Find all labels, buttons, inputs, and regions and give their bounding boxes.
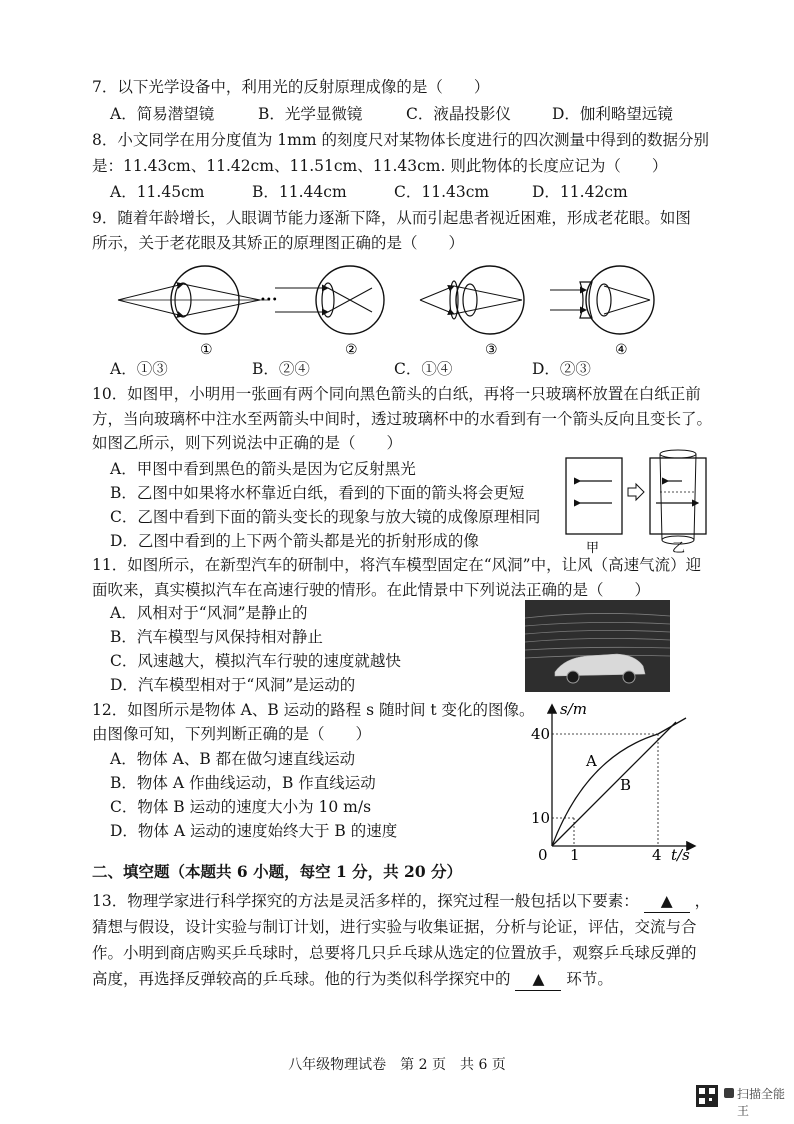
q13-line4-end: 环节。 [566,970,613,988]
q7-stem: 7．以下光学设备中，利用光的反射原理成像的是（ ） [92,78,490,96]
qr-code-icon [696,1085,718,1107]
section-2-title: 二、填空题（本题共 6 小题，每空 1 分，共 20 分） [92,862,463,881]
eye-diagram-2 [275,266,384,334]
q10-option-d: D．乙图中看到的上下两个箭头都是光的折射形成的像 [110,532,479,550]
x-tick-1: 1 [570,846,580,864]
q10-option-b: B．乙图中如果将水杯靠近白纸，看到的下面的箭头将会更短 [110,484,525,502]
q8-option-a: A．11.45cm [110,183,205,201]
q9-stem-line2: 所示，关于老花眼及其矫正的原理图正确的是（ ） [92,234,465,252]
q12-stem-line1: 12．如图所示是物体 A、B 运动的路程 s 随时间 t 变化的图像。 [92,701,535,719]
q9-option-d: D．②③ [532,360,591,378]
q10-arrow-figure [560,448,720,556]
q13-blank-1: ▲ [644,890,690,913]
svg-text:•••: ••• [260,295,278,306]
watermark-text: 扫描全能王 [737,1087,786,1118]
x-axis-label: t/s [671,846,690,864]
q7-option-c: C．液晶投影仪 [406,105,511,123]
origin-label: 0 [538,846,548,864]
q10-stem-line3: 如图乙所示，则下列说法中正确的是（ ） [92,434,403,452]
cs-logo-icon [724,1088,734,1098]
q12-option-b: B．物体 A 作曲线运动，B 作直线运动 [110,774,376,792]
q11-stem-line2: 面吹来，真实模拟汽车在高速行驶的情形。在此情景中下列说法正确的是（ ） [92,581,651,599]
q12-option-a: A．物体 A、B 都在做匀速直线运动 [110,750,356,768]
q8-option-c: C．11.43cm [394,183,490,201]
eye-diagram-3 [420,266,524,334]
q13-line1 [92,890,710,913]
curve-label-a: A [586,752,597,770]
q10-stem-line1: 10．如图甲，小明用一张画有两个同向黑色箭头的白纸，再将一只玻璃杯放置在白纸正前 [92,385,701,403]
wind-tunnel-photo [525,600,670,692]
x-tick-4: 4 [652,846,662,864]
q10-option-c: C．乙图中看到下面的箭头变长的现象与放大镜的成像原理相同 [110,508,541,526]
q8-option-d: D．11.42cm [532,183,628,201]
y-tick-40: 40 [531,725,551,743]
s-t-graph [526,700,706,866]
line-b [552,722,676,846]
q13-line3: 作。小明到商店购买乒乓球时，总要将几只乒乓球从选定的位置放手，观察乒乓球反弹的 [92,944,697,962]
q11-option-a: A．风相对于“风洞”是静止的 [110,604,308,622]
q13-line2: 猜想与假设，设计实验与制订计划，进行实验与收集证据，分析与论证，评估，交流与合 [92,918,697,936]
eye-label-3: ③ [485,342,498,358]
page-footer: 八年级物理试卷 第 2 页 共 6 页 [288,1057,506,1073]
eye-diagram-1 [118,266,278,334]
q9-option-c: C．①④ [394,360,453,378]
y-tick-10: 10 [531,809,551,827]
q11-option-b: B．汽车模型与风保持相对静止 [110,628,323,646]
figure-label-yi: 乙 [672,541,686,556]
q11-option-d: D．汽车模型相对于“风洞”是运动的 [110,676,356,694]
q9-eye-diagrams [110,262,670,358]
arrow-right-icon [628,484,644,500]
q7-option-a: A．简易潜望镜 [110,105,215,123]
curve-label-b: B [620,776,632,794]
y-axis-label: s/m [560,700,587,718]
q9-stem-line1: 9．随着年龄增长，人眼调节能力逐渐下降，从而引起患者视近困难，形成老花眼。如图 [92,209,691,227]
q7-option-b: B．光学显微镜 [258,105,363,123]
figure-label-jia: 甲 [586,541,600,556]
q13-line1-end: ， [694,892,711,910]
q13-line4-text: 高度，再选择反弹较高的乒乓球。他的行为类似科学探究中的 [92,970,511,988]
eye-label-2: ② [345,342,358,358]
eye-label-4: ④ [615,342,628,358]
q13-line1-text: 13．物理学家进行科学探究的方法是灵活多样的，探究过程一般包括以下要素： [92,892,639,910]
q9-option-a: A．①③ [110,360,168,378]
q12-option-d: D．物体 A 运动的速度始终大于 B 的速度 [110,822,398,840]
q8-stem-line1: 8．小文同学在用分度值为 1mm 的刻度尺对某物体长度进行的四次测量中得到的数据分别 [92,131,709,149]
q13-blank-2: ▲ [515,968,561,991]
q10-option-a: A．甲图中看到黑色的箭头是因为它反射黑光 [110,460,416,478]
eye-diagram-4 [550,266,654,334]
q8-option-b: B．11.44cm [252,183,347,201]
q10-stem-line2: 方，当向玻璃杯中注水至两箭头中间时，透过玻璃杯中的水看到有一个箭头反向且变长了。 [92,410,713,428]
q11-stem-line1: 11．如图所示，在新型汽车的研制中，将汽车模型固定在“风洞”中，让风（高速气流）迎 [92,556,702,574]
q12-stem-line2: 由图像可知，下列判断正确的是（ ） [92,725,372,743]
figure-yi [650,450,706,544]
q11-option-c: C．风速越大，模拟汽车行驶的速度就越快 [110,652,401,670]
q8-stem-line2: 是：11.43cm、11.42cm、11.51cm、11.43cm. 则此物体的长度应记为（ ） [92,157,668,175]
q9-option-b: B．②④ [252,360,310,378]
eye-label-1: ① [200,342,213,358]
q13-line4 [92,968,613,991]
q7-option-d: D．伽利略望远镜 [552,105,673,123]
q12-option-c: C．物体 B 运动的速度大小为 10 m/s [110,798,372,816]
figure-jia [566,458,622,534]
